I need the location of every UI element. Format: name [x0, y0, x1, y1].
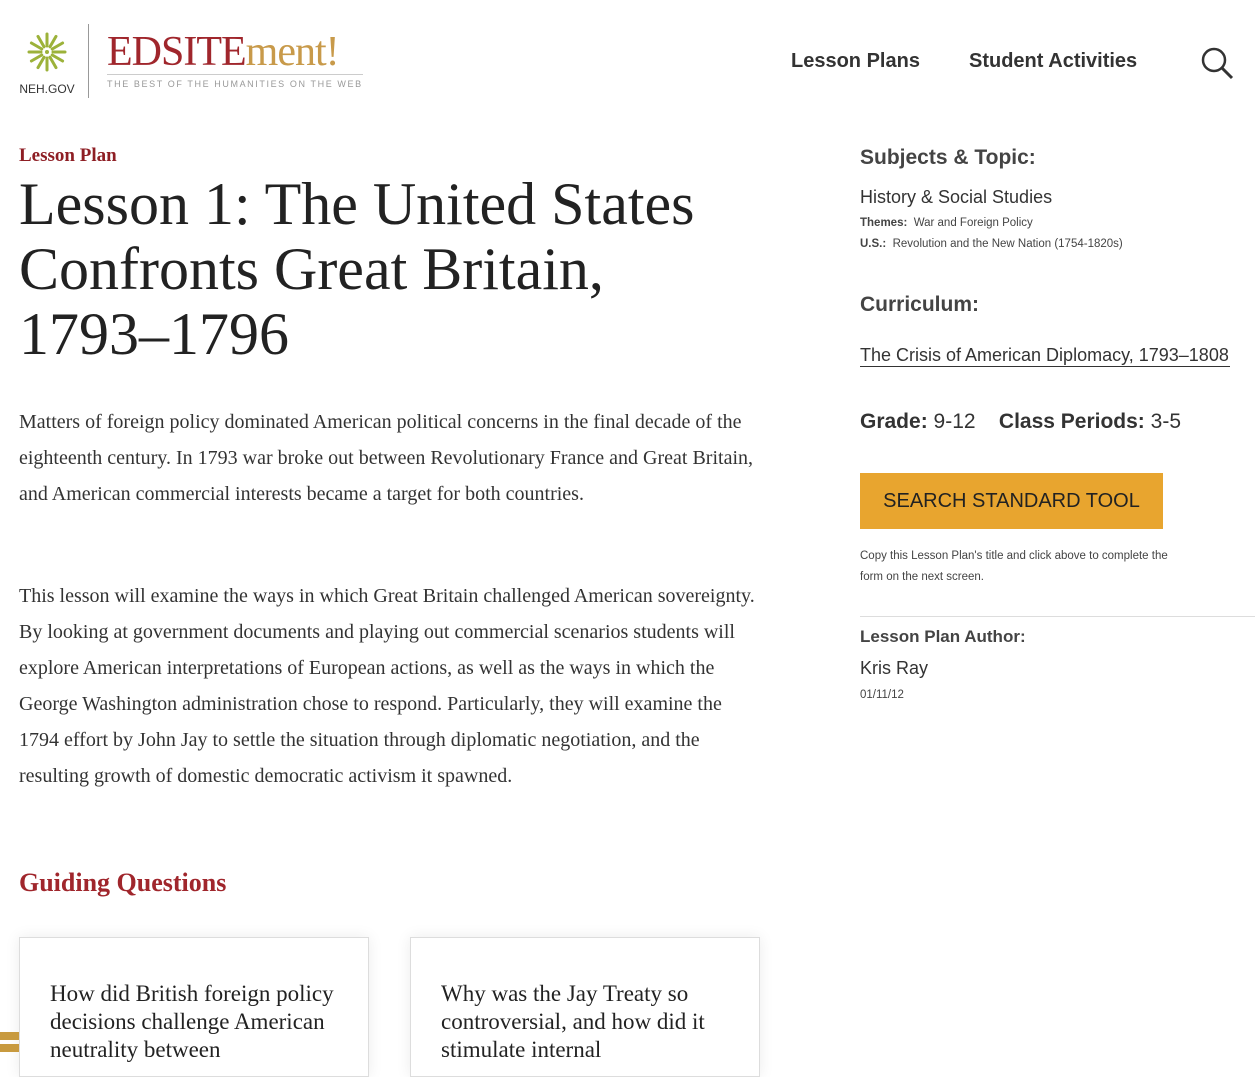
author-date: 01/11/12 — [860, 689, 904, 701]
guiding-questions-heading: Guiding Questions — [19, 868, 227, 897]
search-icon[interactable] — [1200, 46, 1234, 85]
neh-logo[interactable] — [18, 24, 76, 96]
button-note: Copy this Lesson Plan's title and click above to complete the form on the next screen. — [860, 550, 1168, 583]
brand-part1: EDSITE — [107, 29, 246, 75]
themes-label: Themes: — [860, 217, 908, 229]
curriculum-heading: Curriculum: — [860, 293, 980, 316]
site-logo[interactable] — [18, 24, 363, 98]
search-standard-tool-button[interactable]: SEARCH STANDARD TOOL — [860, 473, 1163, 529]
logo-divider — [88, 24, 89, 98]
us-label: U.S.: — [860, 238, 887, 250]
us-value: Revolution and the New Nation (1754-1820s) — [892, 238, 1123, 250]
subject-value: History & Social Studies — [860, 187, 1053, 207]
us-row — [860, 238, 1123, 250]
menu-toggle-icon[interactable] — [0, 1032, 19, 1056]
tagline: THE BEST OF THE HUMANITIES ON THE WEB — [107, 74, 363, 89]
overview-paragraph: This lesson will examine the ways in which Great Britain challenged American sovereignty. By looking at government documents and playing out commercial scenarios students will explore American interpretations of European actions, as well as the ways in which the George Washington administration chose to respond. Particularly, they will examine the 1794 effort by John Jay to settle the situation through diplomatic negotiation, and the resulting growth of domestic democratic activism it spawned. — [19, 585, 755, 787]
page-title: Lesson 1: The United States Confronts Great Britain, 1793–1796 — [19, 171, 695, 367]
intro-paragraph: Matters of foreign policy dominated American political concerns in the final decade of the eighteenth century. In 1793 war broke out between Revolutionary France and Great Britain, and American commercial interests became a target for both countries. — [19, 411, 754, 505]
question-text: Why was the Jay Treaty so controversial, and how did it stimulate internal — [441, 981, 705, 1062]
divider — [860, 616, 1255, 617]
curriculum-link[interactable]: The Crisis of American Diplomacy, 1793–1808 — [860, 345, 1229, 365]
author-heading: Lesson Plan Author: — [860, 627, 1026, 646]
themes-value: War and Foreign Policy — [913, 217, 1033, 229]
periods-value: 3-5 — [1150, 410, 1182, 433]
grade-periods-row — [860, 410, 1181, 434]
question-card — [410, 937, 760, 1077]
grade-label: Grade: — [860, 410, 928, 433]
brand-part2: ment! — [245, 29, 339, 75]
subjects-heading: Subjects & Topic: — [860, 146, 1036, 169]
neh-sunburst-icon — [27, 32, 67, 72]
grade-value: 9-12 — [933, 410, 976, 433]
edsitement-logo[interactable] — [107, 29, 363, 89]
author-name: Kris Ray — [860, 658, 929, 678]
nav-lesson-plans[interactable]: Lesson Plans — [791, 50, 920, 72]
periods-label: Class Periods: — [998, 410, 1145, 433]
question-card — [19, 937, 369, 1077]
neh-label: NEH.GOV — [19, 82, 75, 96]
question-text: How did British foreign policy decisions challenge American neutrality between — [50, 981, 334, 1062]
nav-student-activities[interactable]: Student Activities — [969, 50, 1138, 72]
content-type-label: Lesson Plan — [19, 145, 117, 166]
themes-row — [860, 217, 1033, 229]
